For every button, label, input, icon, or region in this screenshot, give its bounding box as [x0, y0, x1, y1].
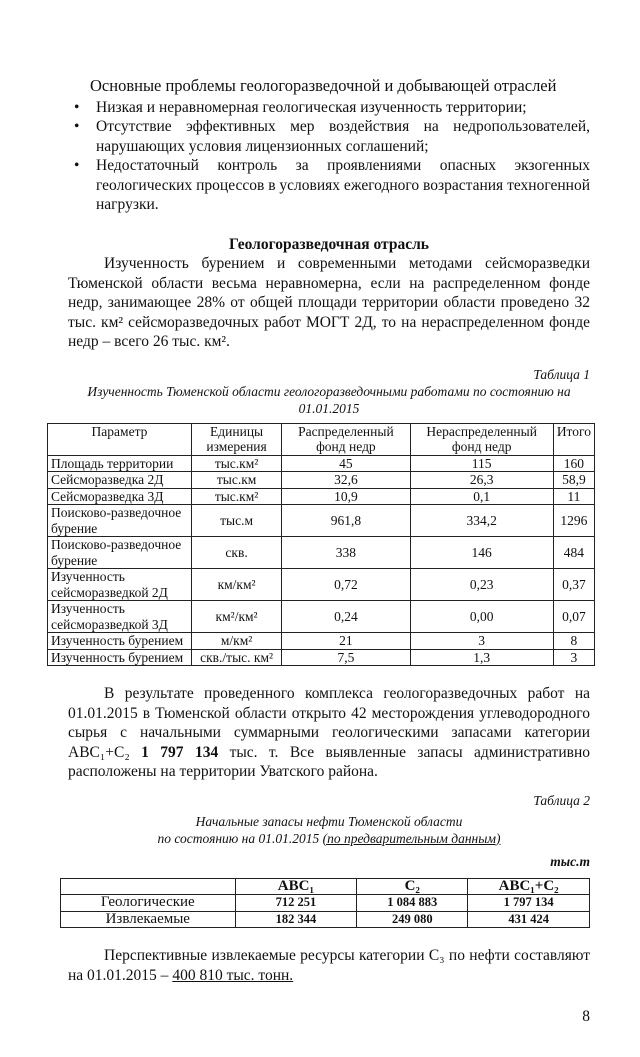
- table2-caption2: [68, 830, 590, 847]
- table-row: [48, 569, 595, 601]
- table-cell: 8: [553, 633, 594, 650]
- table-cell: Поисково-разведочное бурение: [48, 505, 192, 537]
- table-cell: 7,5: [282, 649, 410, 666]
- table-cell: 484: [553, 537, 594, 569]
- table-cell: 3: [553, 649, 594, 666]
- study-table: [47, 423, 595, 667]
- table-cell: Сейсморазведка 2Д: [48, 472, 192, 489]
- resources-value: 400 810 тыс. тонн.: [172, 966, 294, 984]
- table-cell: 45: [282, 455, 410, 472]
- table-cell: км/км²: [191, 569, 281, 601]
- resources-paragraph: [68, 946, 590, 985]
- header-cell: Нераспределенный фонд недр: [410, 423, 553, 455]
- table-cell: 115: [410, 455, 553, 472]
- table-row: [48, 633, 595, 650]
- table-cell: 712 251: [235, 895, 357, 912]
- table-cell: Геологические: [61, 895, 236, 912]
- table-row: [48, 488, 595, 505]
- list-item: • Низкая и неравномерная геологическая изученность территории;: [68, 98, 590, 118]
- table-cell: 1296: [553, 505, 594, 537]
- reserves-total: 1 797 134: [141, 743, 219, 761]
- table-cell: Изученность сейсморазведкой 2Д: [48, 569, 192, 601]
- results-paragraph: [68, 684, 590, 782]
- table-cell: 1 797 134: [468, 895, 590, 912]
- header-cell: Единицы измерения: [191, 423, 281, 455]
- table-cell: 0,23: [410, 569, 553, 601]
- text: В результате проведенного комплекса геологоразведочных работ на 01.01.2015 в Тюменской области открыто 42 месторождения углеводородного сырья с начальными суммарными геологическими запасами категории АВС₁+С₂: [68, 685, 590, 761]
- table-cell: тыс.м: [191, 505, 281, 537]
- header-cell: АВС₁: [235, 878, 357, 895]
- table-cell: 3: [410, 633, 553, 650]
- table2-unit: тыс.т: [550, 853, 590, 869]
- table-cell: Изученность бурением: [48, 633, 192, 650]
- table-cell: 11: [553, 488, 594, 505]
- table-cell: 0,72: [282, 569, 410, 601]
- table1-caption: Изученность Тюменской области геологоразведочными работами по состоянию на 01.01.2015: [87, 383, 571, 416]
- list-item: • Недостаточный контроль за проявлениями опасных экзогенных геологических процессов в условиях ежегодного возрастания техногенной нагрузки.: [68, 156, 590, 215]
- header-cell: Итого: [553, 423, 594, 455]
- table-row: [48, 472, 595, 489]
- table-cell: 0,00: [410, 601, 553, 633]
- page-number: 8: [582, 1008, 590, 1025]
- table-cell: скв.: [191, 537, 281, 569]
- table-cell: 431 424: [468, 911, 590, 928]
- table-cell: 961,8: [282, 505, 410, 537]
- table-cell: 58,9: [553, 472, 594, 489]
- table-cell: 1,3: [410, 649, 553, 666]
- table-cell: 10,9: [282, 488, 410, 505]
- table-cell: скв./тыс. км²: [191, 649, 281, 666]
- table-row: [48, 537, 595, 569]
- table-cell: 160: [553, 455, 594, 472]
- table-cell: тыс.км: [191, 472, 281, 489]
- table-header-row: [61, 878, 590, 895]
- table-cell: 249 080: [357, 911, 468, 928]
- text: Перспективные извлекаемые ресурсы категории С₃ по нефти составляют на 01.01.2015 –: [68, 947, 590, 984]
- table-cell: 0,37: [553, 569, 594, 601]
- table-row: [48, 601, 595, 633]
- table-cell: 21: [282, 633, 410, 650]
- text: тыс. т. Все выявленные запасы административно расположены на территории Уватского района.: [68, 743, 590, 780]
- header-cell: Параметр: [48, 423, 192, 455]
- table1-label: Таблица 1: [533, 366, 590, 382]
- table-row: [48, 505, 595, 537]
- table-row: [48, 649, 595, 666]
- intro-title: Основные проблемы геологоразведочной и добывающей отраслей: [90, 76, 557, 95]
- table2-caption1: Начальные запасы нефти Тюменской области: [195, 813, 463, 829]
- header-cell: АВС₁+С₂: [468, 878, 590, 895]
- table2-label: Таблица 2: [533, 792, 590, 808]
- table-header-row: [48, 423, 595, 455]
- table-cell: Площадь территории: [48, 455, 192, 472]
- text: (по предварительным данным): [322, 830, 501, 846]
- table-cell: 0,1: [410, 488, 553, 505]
- table-cell: Поисково-разведочное бурение: [48, 537, 192, 569]
- header-cell: С₂: [357, 878, 468, 895]
- table-row: [48, 455, 595, 472]
- table-cell: 1 084 883: [357, 895, 468, 912]
- table-cell: Сейсморазведка 3Д: [48, 488, 192, 505]
- list-item: • Отсутствие эффективных мер воздействия на недропользователей, нарушающих условия лицензионных соглашений;: [68, 117, 590, 156]
- table-row: [61, 895, 590, 912]
- section-heading: Геологоразведочная отрасль: [229, 235, 429, 253]
- problems-list: [68, 98, 590, 215]
- header-cell: Распределенный фонд недр: [282, 423, 410, 455]
- table-cell: Изученность бурением: [48, 649, 192, 666]
- table-cell: км²/км²: [191, 601, 281, 633]
- table-cell: Извлекаемые: [61, 911, 236, 928]
- header-cell: [61, 878, 236, 895]
- table-cell: 0,07: [553, 601, 594, 633]
- table-cell: 32,6: [282, 472, 410, 489]
- table-cell: м/км²: [191, 633, 281, 650]
- section-paragraph: Изученность бурением и современными методами сейсморазведки Тюменской области весьма неравномерна, если на распределенном фонде недр, занимающее 28% от общей площади территории области проведено 32 тыс. км² сейсморазведочных работ МОГТ 2Д, то на нераспределенном фонде недр – всего 26 тыс. км².: [68, 255, 590, 350]
- table-cell: 334,2: [410, 505, 553, 537]
- text: по состоянию на 01.01.2015: [157, 830, 323, 846]
- table-cell: тыс.км²: [191, 488, 281, 505]
- table-cell: 338: [282, 537, 410, 569]
- table-cell: тыс.км²: [191, 455, 281, 472]
- table-cell: 146: [410, 537, 553, 569]
- table-row: [61, 911, 590, 928]
- table-cell: Изученность сейсморазведкой 3Д: [48, 601, 192, 633]
- reserves-table: [60, 878, 590, 929]
- table-cell: 0,24: [282, 601, 410, 633]
- table-cell: 26,3: [410, 472, 553, 489]
- table-cell: 182 344: [235, 911, 357, 928]
